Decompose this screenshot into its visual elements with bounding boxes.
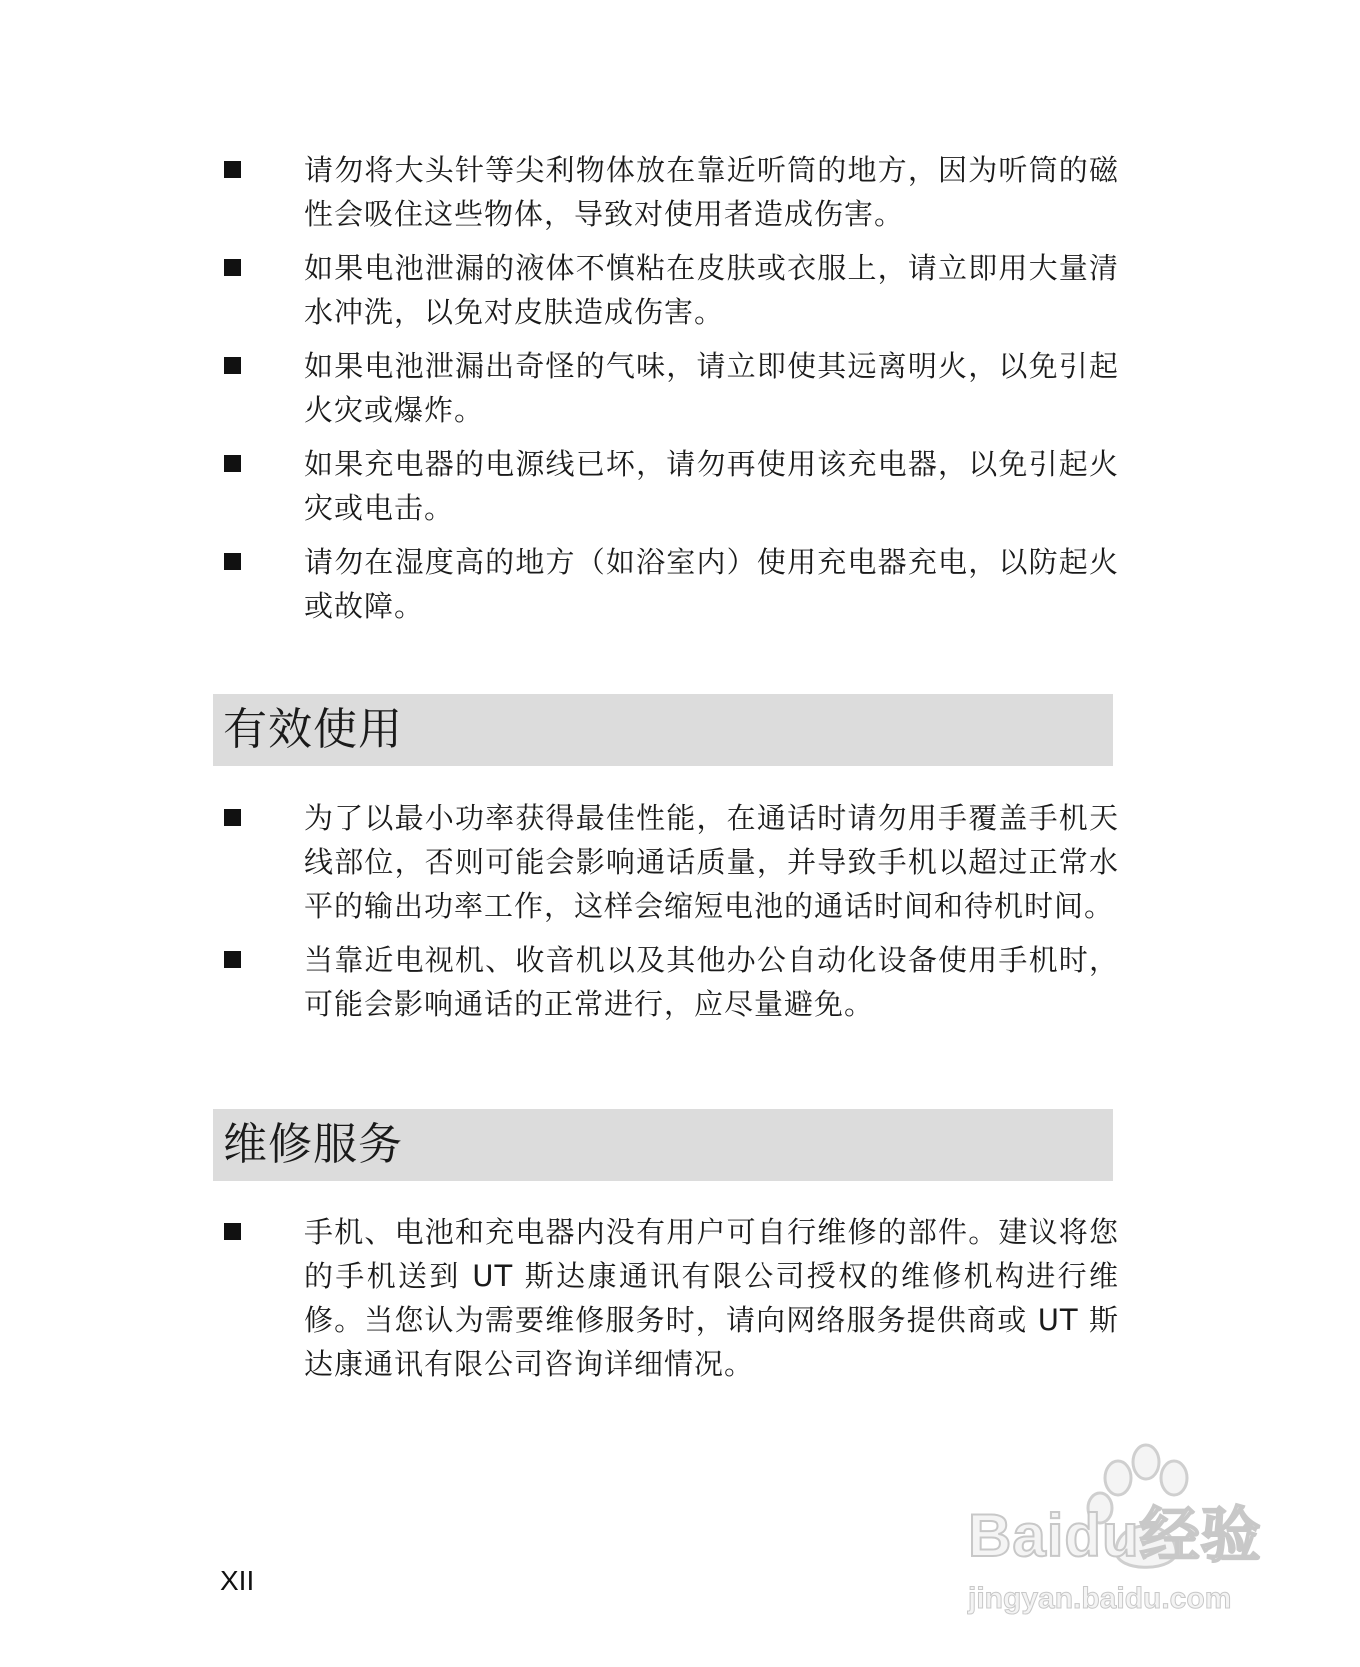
list-item: 请勿将大头针等尖利物体放在靠近听筒的地方，因为听筒的磁性会吸住这些物体，导致对使用者造成伤害。: [220, 148, 1120, 236]
watermark-url: jingyan.baidu.com: [968, 1582, 1232, 1615]
square-bullet-icon: [224, 553, 241, 570]
list-item: 当靠近电视机、收音机以及其他办公自动化设备使用手机时，可能会影响通话的正常进行，应尽量避免。: [220, 938, 1120, 1026]
square-bullet-icon: [224, 1223, 241, 1240]
list-item: 如果充电器的电源线已坏，请勿再使用该充电器，以免引起火灾或电击。: [220, 442, 1120, 530]
list-item: 如果电池泄漏的液体不慎粘在皮肤或衣服上，请立即用大量清水冲洗，以免对皮肤造成伤害。: [220, 246, 1120, 334]
list-item: 请勿在湿度高的地方（如浴室内）使用充电器充电，以防起火或故障。: [220, 540, 1120, 628]
square-bullet-icon: [224, 357, 241, 374]
list-item: 为了以最小功率获得最佳性能，在通话时请勿用手覆盖手机天线部位，否则可能会影响通话质量，并导致手机以超过正常水平的输出功率工作，这样会缩短电池的通话时间和待机时间。: [220, 796, 1120, 928]
list-item: 手机、电池和充电器内没有用户可自行维修的部件。建议将您的手机送到 UT 斯达康通讯有限公司授权的维修机构进行维修。当您认为需要维修服务时，请向网络服务提供商或 UT 斯达康通讯有限公司咨询详细情况。: [220, 1210, 1120, 1386]
section-header-efficient-use: [213, 694, 1113, 766]
watermark-brand: Baidu经验: [968, 1502, 1262, 1569]
safety-list: [220, 148, 1120, 628]
section-title: 有效使用: [223, 704, 403, 755]
square-bullet-icon: [224, 161, 241, 178]
baidu-watermark: [968, 1440, 1298, 1640]
square-bullet-icon: [224, 259, 241, 276]
page-number: XII: [220, 1565, 255, 1596]
square-bullet-icon: [224, 809, 241, 826]
section-title: 维修服务: [223, 1119, 403, 1170]
section-header-repair-service: [213, 1109, 1113, 1181]
square-bullet-icon: [224, 951, 241, 968]
square-bullet-icon: [224, 455, 241, 472]
efficient-use-list: [220, 796, 1120, 1026]
repair-service-list: [220, 1210, 1120, 1386]
list-item: 如果电池泄漏出奇怪的气味，请立即使其远离明火，以免引起火灾或爆炸。: [220, 344, 1120, 432]
